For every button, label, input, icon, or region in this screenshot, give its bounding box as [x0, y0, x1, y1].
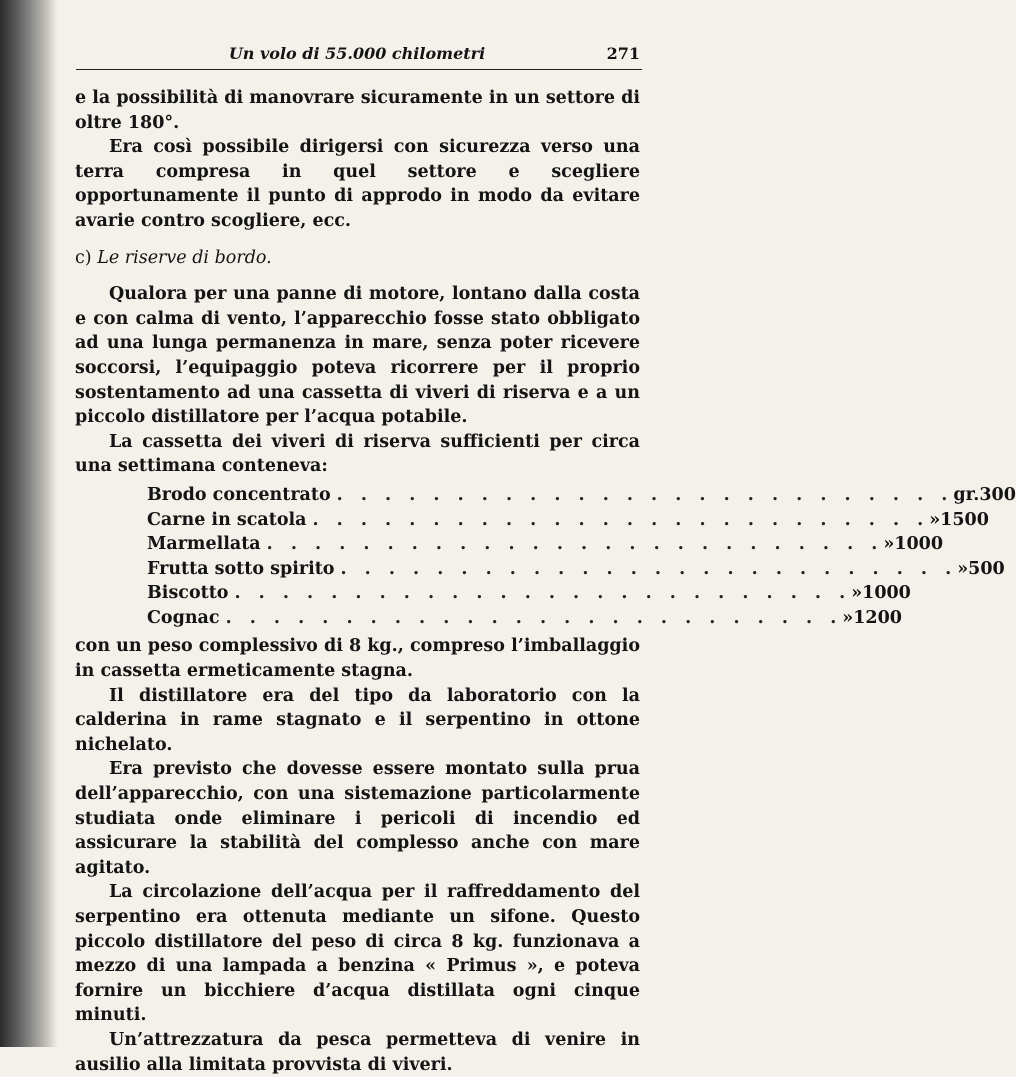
page-header [72, 40, 642, 70]
paragraph: Il distillatore era del tipo da laboratorio con la calderina in rame stagnato e il serpentino in ottone nichelato. [75, 685, 640, 755]
paragraph: Qualora per una panne di motore, lontano dalla costa e con calma di vento, l’apparecchio fosse stato obbligato ad una lunga permanenza in mare, senza poter ricevere soccorsi, l’equipaggio poteva ricorrere per il proprio sostentamento ad una cassetta di viveri di riserva e a un piccolo distillatore per l’acqua potabile. [75, 284, 640, 428]
provision-unit: gr. [953, 484, 980, 505]
dot-leader: . . . . . . . . . . . . . . . . . . . . . . . . . . [234, 583, 852, 604]
provisions-list [147, 483, 1016, 631]
provision-row [147, 483, 1016, 508]
paragraph: La circolazione dell’acqua per il raffreddamento del serpentino era ottenuta mediante un sifone. Questo piccolo distillatore del peso di circa 8 kg. funzionava a mezzo di una lampada a benzina « Primus », e poteva fornire un bicchiere d’acqua distillata ogni cinque minuti. [75, 882, 640, 1026]
section-heading-prefix: c) [75, 247, 92, 268]
page-number: 271 [606, 44, 640, 63]
dot-leader: . . . . . . . . . . . . . . . . . . . . . . . . . . [225, 607, 843, 628]
running-title: Un volo di 55.000 chilometri [228, 44, 486, 63]
paragraph: con un peso complessivo di 8 kg., compreso l’imballaggio in cassetta ermeticamente stagna. [75, 636, 640, 682]
dot-leader: . . . . . . . . . . . . . . . . . . . . . . . . . . [312, 509, 930, 530]
header-rule [76, 69, 642, 70]
provision-item: Brodo concentrato [147, 484, 331, 505]
provision-quantity: 1000 [894, 534, 944, 555]
dot-leader: . . . . . . . . . . . . . . . . . . . . . . . . . . [340, 558, 958, 579]
provision-quantity: 1200 [853, 607, 902, 628]
section-heading-title: Le riserve di bordo. [97, 247, 272, 268]
paragraph: Era previsto che dovesse essere montato sulla prua dell’apparecchio, con una sistemazione particolarmente studiata onde eliminare i pericoli di incendio ed assicurare la stabilità del complesso anche con mare agitato. [75, 759, 640, 878]
dot-leader: . . . . . . . . . . . . . . . . . . . . . . . . . . [336, 484, 954, 505]
paragraph: Era così possibile dirigersi con sicurezza verso una terra compresa in quel settore e scegliere opportunamente il punto di approdo in modo da evitare avarie contro scogliere, ecc. [75, 137, 640, 231]
provision-item: Cognac [147, 607, 220, 628]
provision-unit: » [929, 509, 941, 530]
section-heading [75, 246, 640, 271]
dot-leader: . . . . . . . . . . . . . . . . . . . . . . . . . . [266, 534, 884, 555]
provision-unit: » [957, 558, 969, 579]
provision-unit: » [883, 534, 895, 555]
paragraph: La cassetta dei viveri di riserva sufficienti per circa una settimana conteneva: [75, 431, 640, 477]
provision-item: Carne in scatola [147, 509, 307, 530]
provision-item: Biscotto [147, 583, 229, 604]
paragraph: Un’attrezzatura da pesca permetteva di venire in ausilio alla limitata provvista di viveri. [75, 1029, 640, 1075]
provision-quantity: 500 [968, 558, 1005, 579]
provision-row [147, 532, 944, 557]
book-binding-shadow [0, 0, 58, 1047]
provision-row [147, 581, 911, 606]
provision-row [147, 508, 989, 533]
provision-quantity: 1000 [862, 583, 911, 604]
provision-unit: » [851, 583, 863, 604]
provision-unit: » [842, 607, 854, 628]
provision-row [147, 557, 1005, 582]
provision-quantity: 1500 [940, 509, 989, 530]
provision-item: Marmellata [147, 534, 261, 555]
paragraph: e la possibilità di manovrare sicuramente in un settore di oltre 180°. [75, 88, 640, 133]
provision-row [147, 606, 902, 631]
page-body [75, 86, 1016, 1077]
provision-item: Frutta sotto spirito [147, 558, 335, 579]
provision-quantity: 300 [979, 484, 1016, 505]
